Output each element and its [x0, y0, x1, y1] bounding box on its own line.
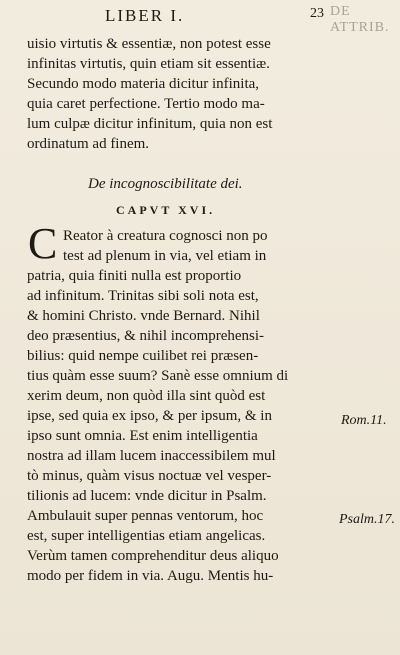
chapter-body — [27, 219, 337, 586]
running-title: LIBER I. — [105, 6, 185, 25]
text-line: ipso sunt omnia. Est enim intelligentia — [27, 428, 258, 444]
text-line: & homini Christo. vnde Bernard. Nihil — [27, 308, 260, 324]
text-line: modo per fidem in via. Augu. Mentis hu- — [27, 568, 274, 584]
page-number: 23 — [310, 6, 324, 21]
margin-note-rom: Rom.11. — [341, 413, 387, 428]
text-line: est, super intelligentias etiam angelicas. — [27, 528, 266, 544]
text-line: test ad plenum in via, vel etiam in — [63, 248, 267, 264]
text-line: tius quàm esse suum? Sanè esse omnium di — [27, 368, 289, 384]
intro-paragraph — [27, 34, 337, 154]
text-line: Reator à creatura cognosci non po — [63, 228, 268, 244]
chapter-number: CAPVT XVI. — [116, 203, 216, 217]
text-line: tò minus, quàm visus noctuæ vel vesper- — [27, 468, 272, 484]
text-line: lum culpæ dicitur infinitum, quia non est — [27, 116, 273, 132]
text-line: Secundo modo materia dicitur infinita, — [27, 76, 260, 92]
text-line: Verùm tamen comprehenditur deus aliquo — [27, 548, 279, 564]
page-header — [0, 4, 400, 35]
bleed-through-text: DE ATTRIB. — [330, 4, 390, 35]
chapter-heading: De incognoscibilitate dei. — [88, 176, 243, 192]
text-line: ad infinitum. Trinitas sibi soli nota est, — [27, 288, 259, 304]
text-line: ordinatum ad finem. — [27, 136, 150, 152]
text-line: tilionis ad lucem: vnde dicitur in Psalm. — [27, 488, 267, 504]
text-line: bilius: quid nempe cuilibet rei præsen- — [27, 348, 259, 364]
text-line: deo præsentius, & nihil incomprehensi- — [27, 328, 265, 344]
text-line: infinitas virtutis, quin etiam sit essentiæ. — [27, 56, 270, 72]
text-line: quia caret perfectione. Tertio modo ma- — [27, 96, 265, 112]
text-line: ipse, sed quia ex ipso, & per ipsum, & in — [27, 408, 272, 424]
text-line: Ambulauit super pennas ventorum, hoc — [27, 508, 264, 524]
margin-note-psalm: Psalm.17. — [339, 512, 395, 527]
text-line: uisio virtutis & essentiæ, non potest esse — [27, 36, 271, 52]
drop-cap: C — [28, 219, 58, 268]
text-line: nostra ad illam lucem inaccessibilem mul — [27, 448, 276, 464]
text-line: patria, quia finiti nulla est proportio — [27, 268, 242, 284]
text-line: xerim deum, non quòd illa sint quòd est — [27, 388, 266, 404]
